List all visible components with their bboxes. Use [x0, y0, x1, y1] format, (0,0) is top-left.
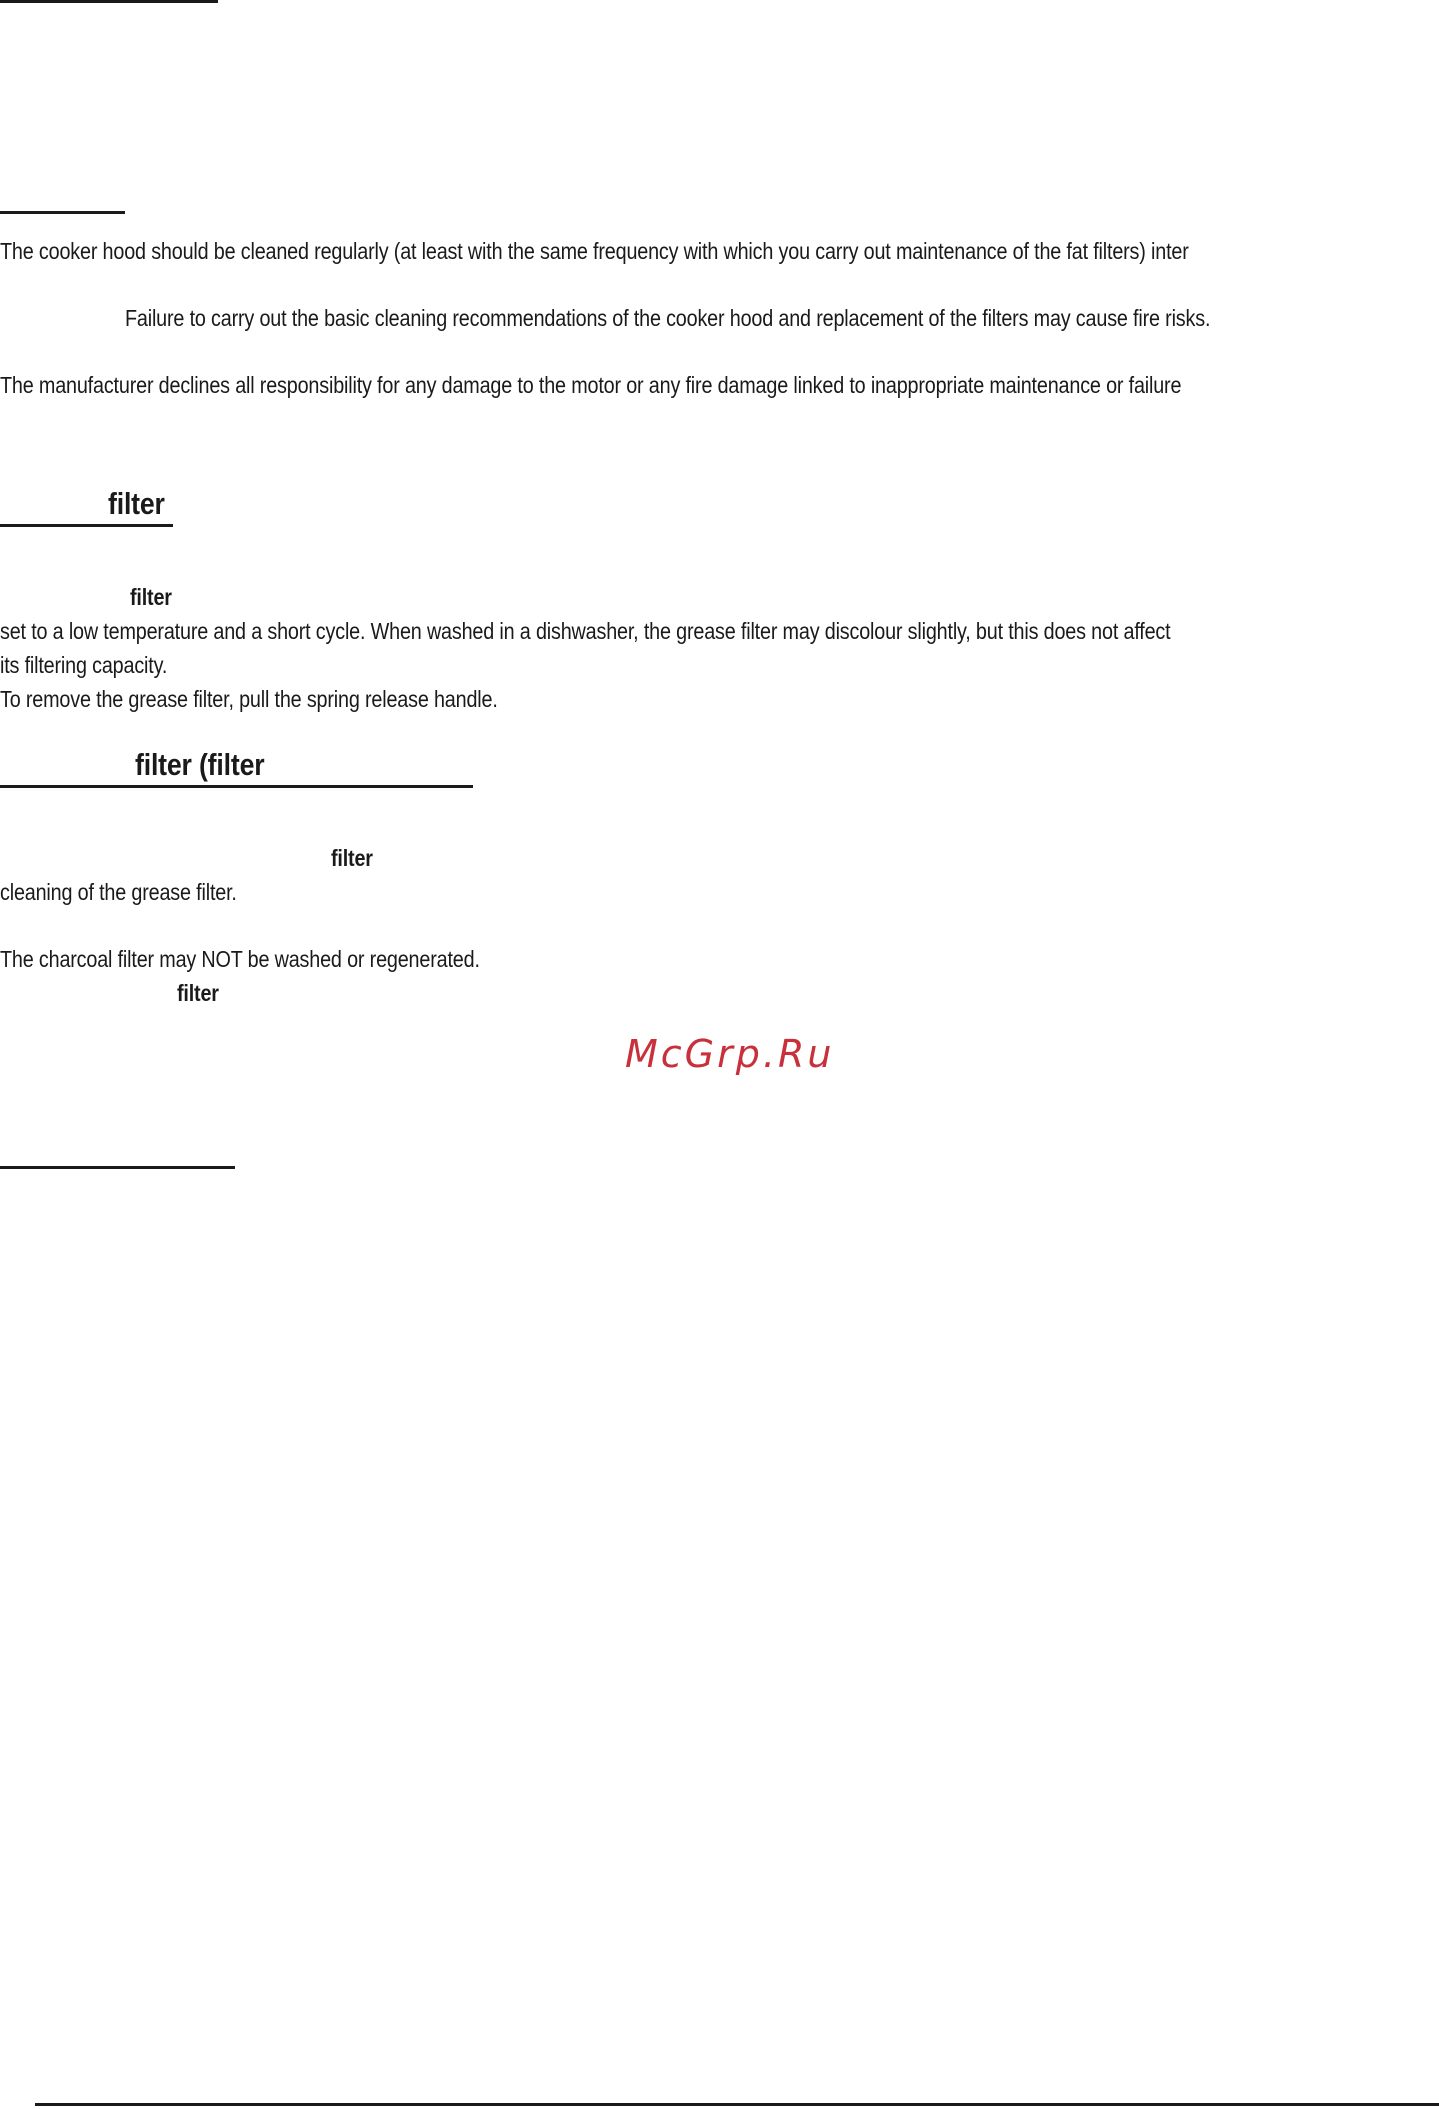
top-rule [0, 0, 218, 3]
charcoal-filter-heading-rule [0, 785, 473, 788]
section-1-heading-rule [0, 211, 125, 214]
charcoal-filter-inline-word-2: filter [177, 980, 219, 1006]
charcoal-filter-inline-word-1: filter [331, 845, 373, 871]
manufacturer-disclaimer: The manufacturer declines all responsibility for any damage to the motor or any fire damage linked to inappropriate maintenance or failure [0, 372, 1182, 398]
grease-filter-line-1: set to a low temperature and a short cycle. When washed in a dishwasher, the grease filter may discolour slightly, but this does not affect [0, 618, 1171, 644]
section-4-heading-rule [0, 1166, 235, 1169]
charcoal-filter-heading: filter (filter [135, 747, 265, 782]
charcoal-filter-line-1: cleaning of the grease filter. [0, 879, 237, 905]
grease-filter-line-2: its filtering capacity. [0, 652, 168, 678]
grease-filter-heading: filter [108, 486, 165, 521]
watermark: McGrp.Ru [625, 1032, 835, 1076]
intro-paragraph-1: The cooker hood should be cleaned regularly (at least with the same frequency with which you carry out maintenance of the fat filters) inter [0, 238, 1189, 264]
grease-filter-line-3: To remove the grease filter, pull the spring release handle. [0, 686, 498, 712]
bottom-rule [35, 2103, 1439, 2106]
fire-risk-warning: Failure to carry out the basic cleaning recommendations of the cooker hood and replacement of the filters may cause fire risks. [125, 305, 1211, 331]
grease-filter-inline-word: filter [130, 584, 172, 610]
charcoal-filter-line-2: The charcoal filter may NOT be washed or regenerated. [0, 946, 480, 972]
grease-filter-heading-rule [0, 524, 173, 527]
